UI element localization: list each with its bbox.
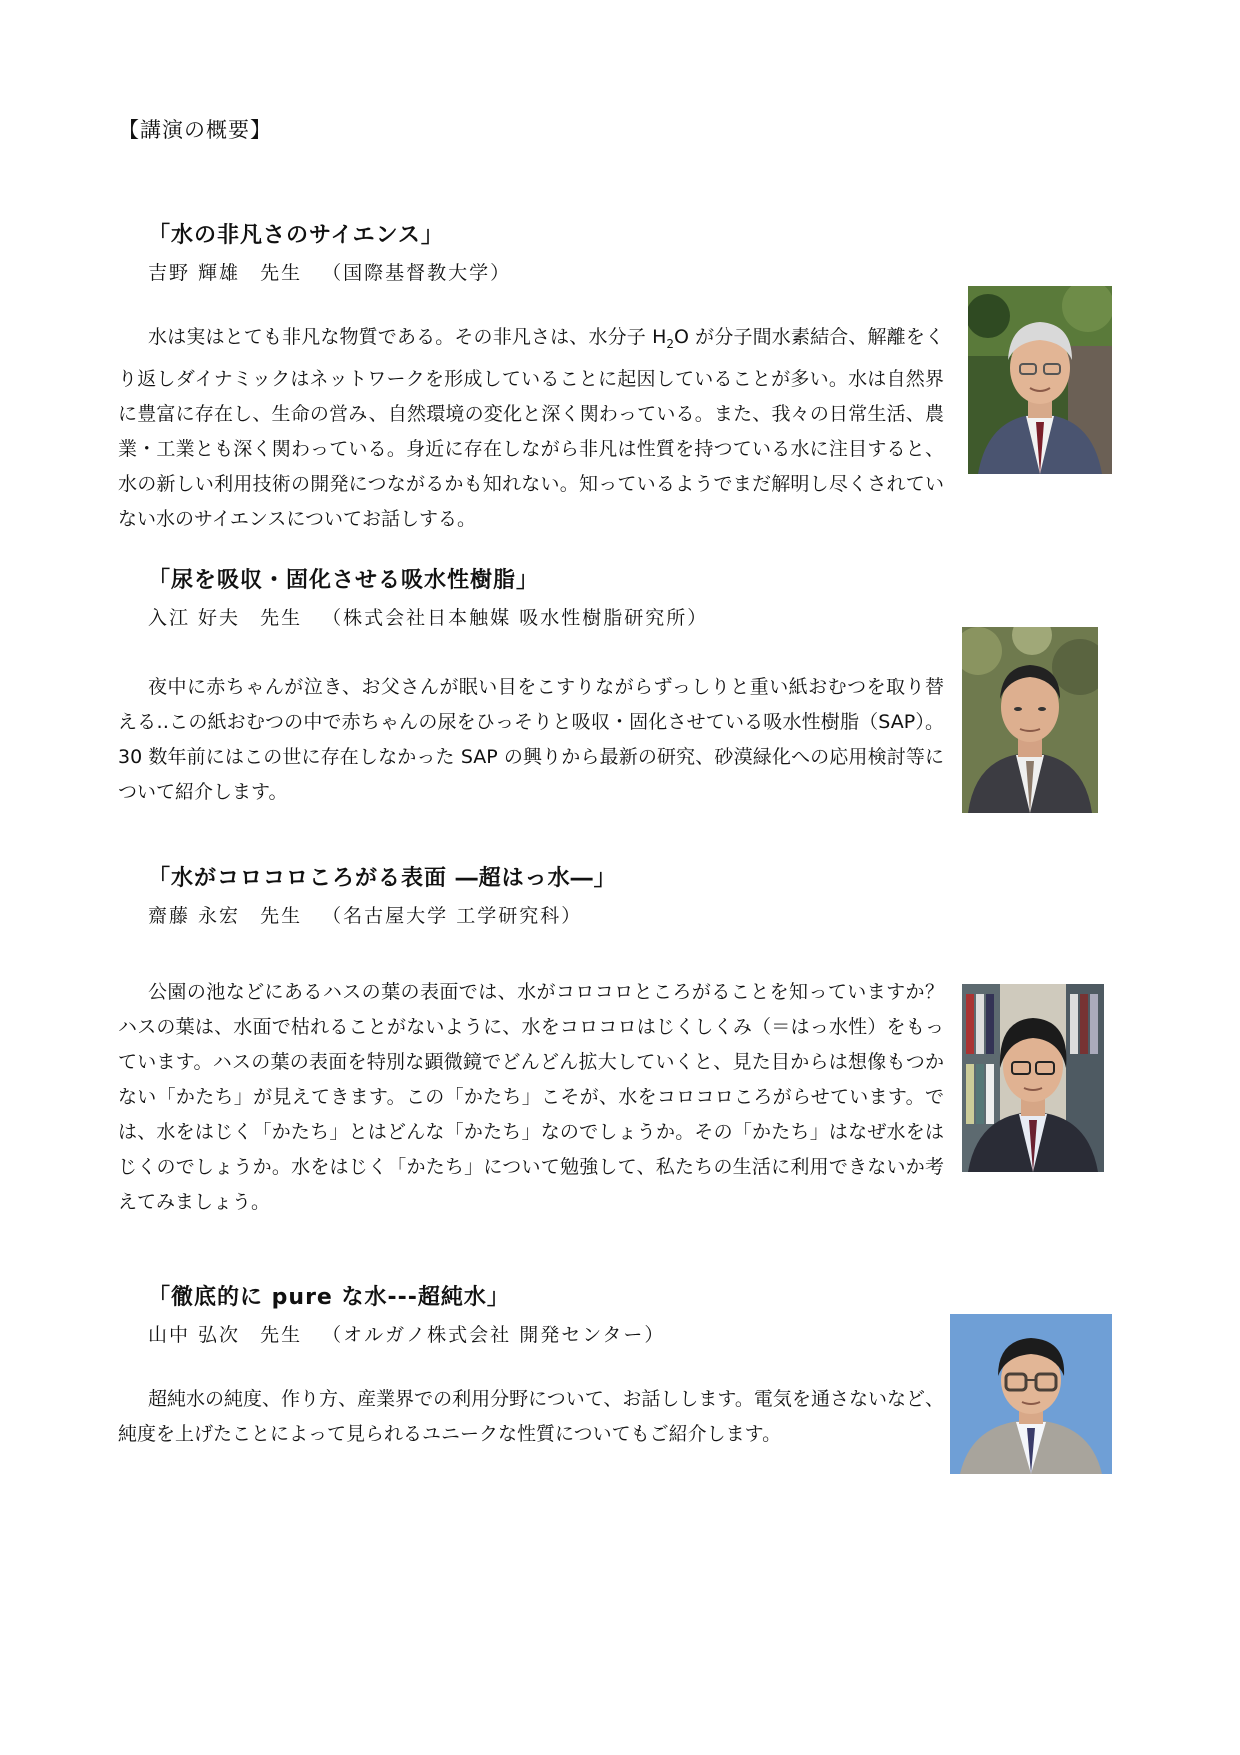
talk-1-abstract-subscript: 2	[666, 336, 675, 351]
talk-2-speaker-photo	[962, 627, 1098, 813]
talk-2-title: 「尿を吸収・固化させる吸水性樹脂」	[148, 568, 540, 593]
talk-2-speaker-honorific: 先生	[260, 607, 303, 629]
talk-3-speaker-honorific: 先生	[260, 905, 303, 927]
talk-3-title: 「水がコロコロころがる表面 ―超はっ水―」	[148, 866, 617, 891]
talk-1-speaker-name: 吉野 輝雄	[148, 262, 241, 284]
talk-1-speaker-affiliation: （国際基督教大学）	[322, 262, 512, 284]
talk-4-speaker-photo	[950, 1314, 1112, 1474]
talk-2-abstract: 夜中に赤ちゃんが泣き、お父さんが眠い目をこすりながらずっしりと重い紙おむつを取り替える‥この紙おむつの中で赤ちゃんの尿をひっそりと吸収・固化させている吸水性樹脂（SAP）。30 数年前にはこの世に存在しなかった SAP の興りから最新の研究、砂漠緑化への応用検討等について紹介します。	[118, 676, 944, 803]
talk-4-speaker-name: 山中 弘次	[148, 1324, 241, 1346]
talk-4-speaker-affiliation: （オルガノ株式会社 開発センター）	[322, 1324, 666, 1346]
talk-3-speaker-affiliation: （名古屋大学 工学研究科）	[322, 905, 583, 927]
talk-4-abstract: 超純水の純度、作り方、産業界での利用分野について、お話しします。電気を通さないなど、純度を上げたことによって見られるユニークな性質についてもご紹介します。	[118, 1388, 944, 1445]
talk-3-abstract: 公園の池などにあるハスの葉の表面では、水がコロコロところがることを知っていますか？ハスの葉は、水面で枯れることがないように、水をコロコロはじくしくみ（＝はっ水性）をもっています。ハスの葉の表面を特別な顕微鏡でどんどん拡大していくと、見た目からは想像もつかない「かたち」が見えてきます。この「かたち」こそが、水をコロコロころがらせています。では、水をはじく「かたち」とはどんな「かたち」なのでしょうか。その「かたち」はなぜ水をはじくのでしょうか。水をはじく「かたち」について勉強して、私たちの生活に利用できないか考えてみましょう。	[118, 981, 944, 1213]
talk-3-speaker-photo	[962, 984, 1104, 1172]
talk-2-speaker-affiliation: （株式会社日本触媒 吸水性樹脂研究所）	[322, 607, 709, 629]
talk-1-title: 「水の非凡さのサイエンス」	[148, 223, 444, 248]
talk-2-speaker	[148, 603, 720, 630]
talk-1-speaker-photo	[968, 286, 1112, 474]
talk-3-speaker-name: 齋藤 永宏	[148, 905, 241, 927]
talk-4-title: 「徹底的に pure な水---超純水」	[148, 1285, 510, 1310]
talk-1-abstract-part-1: 水は実はとても非凡な物質である。その非凡さは、水分子 H	[148, 326, 667, 348]
talk-3-speaker	[148, 901, 594, 928]
talk-1-speaker	[148, 258, 523, 285]
talk-4-speaker-honorific: 先生	[260, 1324, 303, 1346]
page-title: 【講演の概要】	[118, 118, 272, 142]
talk-1-abstract-part-2: O が分子間水素結合、解離をくり返しダイナミックはネットワークを形成していることに起因していることが多い。水は自然界に豊富に存在し、生命の営み、自然環境の変化と深く関わっている。また、我々の日常生活、農業・工業とも深く関わっている。身近に存在しながら非凡は性質を持つている水に注目すると、水の新しい利用技術の開発につながるかも知れない。知っているようでまだ解明し尽くされていない水のサイエンスについてお話しする。	[118, 326, 944, 530]
talk-4-speaker	[148, 1320, 677, 1347]
talk-1-speaker-honorific: 先生	[260, 262, 303, 284]
talk-2-speaker-name: 入江 好夫	[148, 607, 241, 629]
talk-1-abstract	[118, 320, 944, 537]
